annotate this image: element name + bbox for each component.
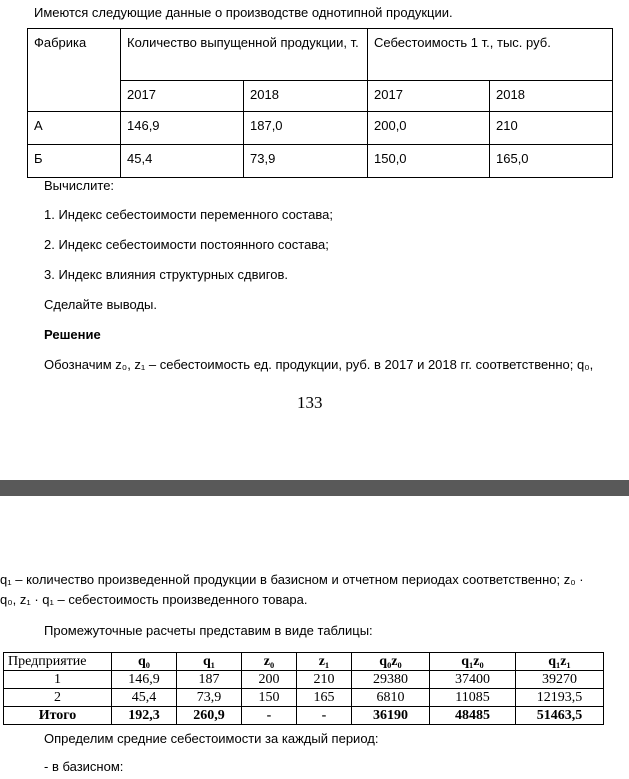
table-cell: 12193,5	[516, 689, 604, 707]
factory-name: Б	[28, 145, 121, 178]
solution-heading: Решение	[44, 327, 101, 342]
table-cell: 1	[4, 671, 112, 689]
year-cell: 2018	[244, 81, 368, 112]
page-number: 133	[297, 393, 323, 412]
table-cell: 210	[490, 112, 613, 145]
total-row	[4, 707, 604, 725]
table-cell: 187	[177, 671, 242, 689]
table-cell: 200	[242, 671, 297, 689]
header-cell: q₀	[112, 653, 177, 671]
table-cell: 45,4	[121, 145, 244, 178]
table-cell: 146,9	[112, 671, 177, 689]
table-header-row	[4, 653, 604, 671]
table-cell: 260,9	[177, 707, 242, 725]
table-cell: 210	[297, 671, 352, 689]
table-cell: 29380	[352, 671, 430, 689]
table-cell: 11085	[430, 689, 516, 707]
table-cell: -	[297, 707, 352, 725]
table-row	[28, 112, 613, 145]
calculation-table	[3, 652, 604, 725]
table-cell: 192,3	[112, 707, 177, 725]
year-cell: 2017	[368, 81, 490, 112]
table-cell: 187,0	[244, 112, 368, 145]
table-cell: Итого	[4, 707, 112, 725]
table-cell: 73,9	[244, 145, 368, 178]
header-cell: q₁	[177, 653, 242, 671]
table-cell: 2	[4, 689, 112, 707]
table-cell: 200,0	[368, 112, 490, 145]
header-cell: z₁	[297, 653, 352, 671]
intro-text: Имеются следующие данные о производстве однотипной продукции.	[34, 5, 453, 20]
table-cell: 165,0	[490, 145, 613, 178]
page-separator	[0, 480, 629, 496]
average-intro: Определим средние себестоимости за каждый период:	[44, 731, 379, 746]
header-cell: z₀	[242, 653, 297, 671]
cost-notation: q₀, z₁ · q₁ – себестоимость произведенного товара.	[0, 592, 308, 607]
table-cell: 36190	[352, 707, 430, 725]
table-intro: Промежуточные расчеты представим в виде таблицы:	[44, 623, 373, 638]
factory-name: А	[28, 112, 121, 145]
table-cell: 6810	[352, 689, 430, 707]
header-factory: Фабрика	[28, 29, 121, 112]
table-cell: 45,4	[112, 689, 177, 707]
table-cell: 146,9	[121, 112, 244, 145]
header-cell: q₀z₀	[352, 653, 430, 671]
table-cell: 39270	[516, 671, 604, 689]
header-cost: Себестоимость 1 т., тыс. руб.	[368, 29, 613, 81]
table-cell: 37400	[430, 671, 516, 689]
table-header-row	[28, 29, 613, 81]
table-row	[4, 671, 604, 689]
year-cell: 2017	[121, 81, 244, 112]
table-cell: 150,0	[368, 145, 490, 178]
table-cell: 73,9	[177, 689, 242, 707]
header-quantity: Количество выпущенной продукции, т.	[121, 29, 368, 81]
task-item: 1. Индекс себестоимости переменного состава;	[44, 207, 333, 222]
conclusions-text: Сделайте выводы.	[44, 297, 157, 312]
base-period-label: - в базисном:	[44, 759, 124, 774]
header-cell: q₁z₁	[516, 653, 604, 671]
header-cell: q₁z₀	[430, 653, 516, 671]
table-cell: 48485	[430, 707, 516, 725]
task-item: 2. Индекс себестоимости постоянного состава;	[44, 237, 329, 252]
table-row	[28, 145, 613, 178]
header-cell: Предприятие	[4, 653, 112, 671]
table-row	[4, 689, 604, 707]
quantity-notation: q₁ – количество произведенной продукции в базисном и отчетном периодах соответственно; z₀ ·	[0, 572, 584, 587]
notation-text: Обозначим z₀, z₁ – себестоимость ед. продукции, руб. в 2017 и 2018 гг. соответственно; q₀,	[44, 357, 594, 372]
table-cell: 165	[297, 689, 352, 707]
production-table	[27, 28, 613, 178]
table-cell: 51463,5	[516, 707, 604, 725]
task-item: 3. Индекс влияния структурных сдвигов.	[44, 267, 288, 282]
table-cell: 150	[242, 689, 297, 707]
year-cell: 2018	[490, 81, 613, 112]
table-cell: -	[242, 707, 297, 725]
calc-label: Вычислите:	[44, 178, 115, 193]
